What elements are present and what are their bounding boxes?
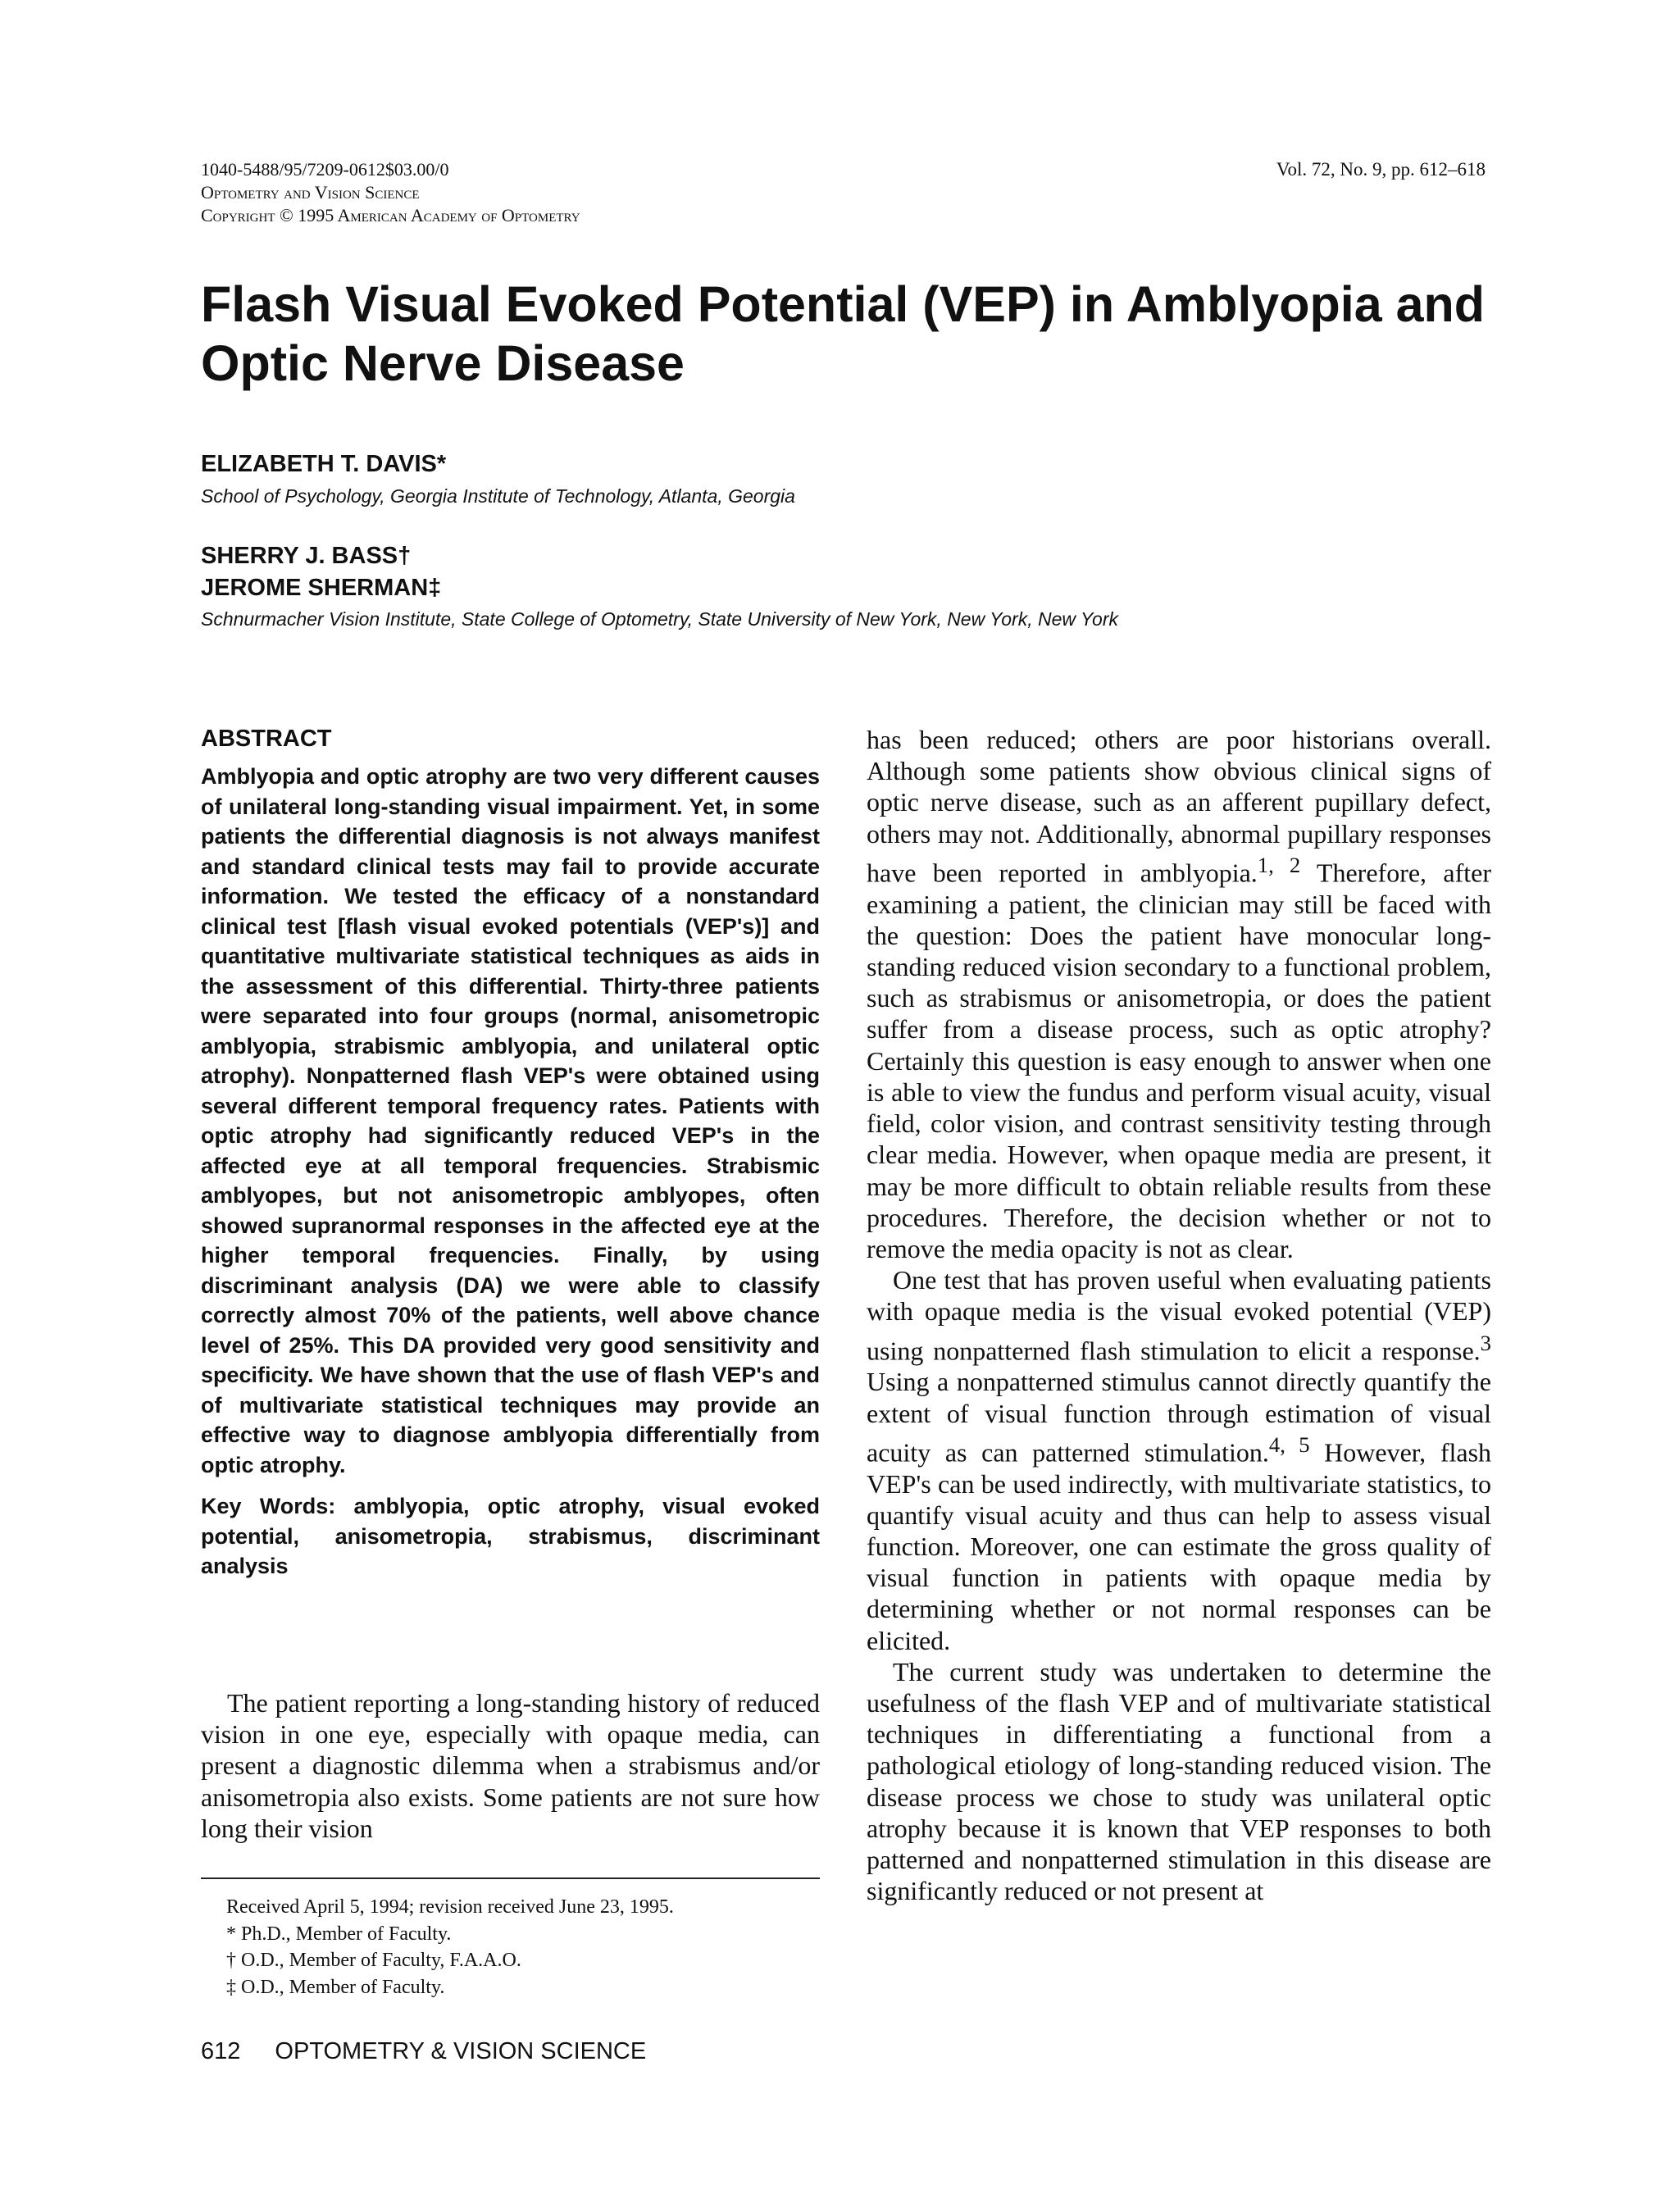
journal-name: Optometry and Vision Science [201, 182, 420, 203]
intro-paragraph [201, 1687, 820, 1844]
article-title: Flash Visual Evoked Potential (VEP) in Amblyopia and Optic Nerve Disease [201, 276, 1486, 391]
body-text-span: One test that has proven useful when evaluating patients with opaque media is the visual evoked potential (VEP) using nonpatterned flash stimulation to elicit a response. [867, 1265, 1491, 1366]
right-column [867, 724, 1491, 1906]
author-name: JEROME SHERMAN‡ [201, 575, 442, 601]
body-text-span: However, flash VEP's can be used indirectly, with multivariate statistics, to quantify visual acuity and thus can help to assess visual function. Moreover, one can estimate the gross quality of visual function in patients with opaque media by determining whether or not normal responses can be elicited. [867, 1437, 1492, 1655]
citation-header [201, 158, 580, 227]
abstract-heading: ABSTRACT [201, 726, 332, 752]
page-number: 612 [201, 2038, 241, 2064]
footnote-author: * Ph.D., Member of Faculty. [226, 1923, 452, 1945]
citation-ref: 4, 5 [1268, 1431, 1310, 1457]
body-text-span: has been reduced; others are poor historians overall. Although some patients show obvious clinical signs of optic nerve disease, such as an afferent pupillary defect, others may not. Additionally, abnormal pupillary responses have been reported in amblyopia. [867, 725, 1491, 888]
volume-info: Vol. 72, No. 9, pp. 612–618 [1276, 159, 1486, 180]
footnote-author: † O.D., Member of Faculty, F.A.A.O. [226, 1950, 521, 1971]
author-affiliation: School of Psychology, Georgia Institute of Technology, Atlanta, Georgia [201, 485, 795, 507]
footnote-received: Received April 5, 1994; revision received June 23, 1995. [226, 1896, 674, 1918]
abstract-section [201, 724, 820, 1582]
footnotes [226, 1894, 833, 2000]
footnote-divider [201, 1877, 820, 1879]
author-name: ELIZABETH T. DAVIS* [201, 451, 447, 477]
footnote-author: ‡ O.D., Member of Faculty. [226, 1976, 445, 1998]
body-paragraph: The patient reporting a long-standing history of reduced vision in one eye, especially with opaque media, can present a diagnostic dilemma when a strabismus and/or anisometropia also exists. Some patients are not sure how long their vision [201, 1688, 820, 1843]
author-name: SHERRY J. BASS† [201, 543, 412, 569]
footer-journal: OPTOMETRY & VISION SCIENCE [275, 2038, 647, 2064]
citation-ref: 3 [1480, 1330, 1491, 1355]
issn-code: 1040-5488/95/7209-0612$03.00/0 [201, 159, 449, 180]
body-text-span: Using a nonpatterned stimulus cannot directly quantify the extent of visual function through estimation of visual acuity as can patterned stimulation. [867, 1367, 1491, 1468]
copyright-notice: Copyright © 1995 American Academy of Optometry [201, 205, 580, 225]
author-affiliation: Schnurmacher Vision Institute, State College of Optometry, State University of New York, New York, New York [201, 608, 1118, 630]
citation-ref: 1, 2 [1257, 852, 1301, 877]
body-paragraph [867, 1264, 1491, 1656]
body-text-span: Therefore, after examining a patient, the clinician may still be faced with the question: Does the patient have monocular long-standing reduced vision secondary to a functional problem, such as strabismus or anisometropia, or does the patient suffer from a disease process, such as optic atrophy? Certainly this question is easy enough to answer when one is able to view the fundus and perform visual acuity, visual field, color vision, and contrast sensitivity testing through clear media. However, when opaque media are present, it may be more difficult to obtain reliable results from these procedures. Therefore, the decision whether or not to remove the media opacity is not as clear. [867, 858, 1492, 1263]
page-footer [201, 2037, 646, 2066]
body-paragraph: The current study was undertaken to determine the usefulness of the flash VEP and of multivariate statistical techniques in differentiating a functional from a pathological etiology of long-standing reduced vision. The disease process we chose to study was unilateral optic atrophy because it is known that VEP responses to both patterned and nonpatterned stimulation in this disease are significantly reduced or not present at [867, 1656, 1491, 1906]
abstract-text: Amblyopia and optic atrophy are two very different causes of unilateral long-standing visual impairment. Yet, in some patients the differential diagnosis is not always manifest and standard clinical tests may fail to provide accurate information. We tested the efficacy of a nonstandard clinical test [flash visual evoked potentials (VEP's)] and quantitative multivariate statistical techniques as aids in the assessment of this differential. Thirty-three patients were separated into four groups (normal, anisometropic amblyopia, strabismic amblyopia, and unilateral optic atrophy). Nonpatterned flash VEP's were obtained using several different temporal frequency rates. Patients with optic atrophy had significantly reduced VEP's in the affected eye at all temporal frequencies. Strabismic amblyopes, but not anisometropic amblyopes, often showed supranormal responses in the affected eye at the higher temporal frequencies. Finally, by using discriminant analysis (DA) we were able to classify correctly almost 70% of the patients, well above chance level of 25%. This DA provided very good sensitivity and specificity. We have shown that the use of flash VEP's and of multivariate statistical techniques may provide an effective way to diagnose amblyopia differentially from optic atrophy. [201, 764, 820, 1477]
body-paragraph [867, 724, 1491, 1264]
keywords: Key Words: amblyopia, optic atrophy, visual evoked potential, anisometropia, strabismus, discriminant analysis [201, 1494, 820, 1578]
